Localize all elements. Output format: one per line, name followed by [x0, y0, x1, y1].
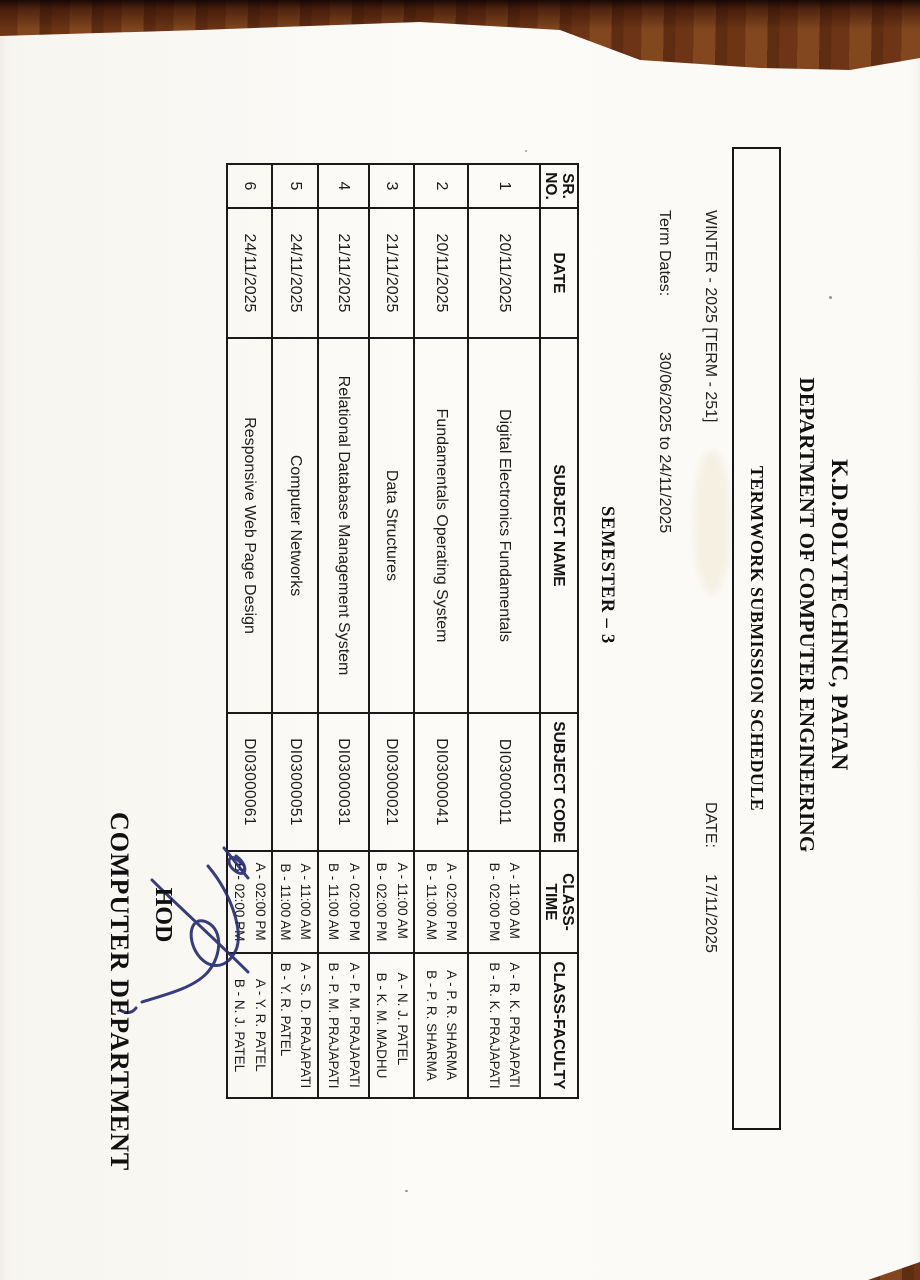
footer-department-label: COMPUTER DEPARTMENT: [105, 812, 134, 1172]
table-header-row: [540, 164, 578, 1098]
date-label: DATE:: [702, 802, 719, 848]
header-sr-no: SR.NO.: [540, 164, 578, 208]
code-cell: DI03000031: [318, 713, 369, 851]
institute-title: K.D.POLYTECHNIC, PATAN: [827, 459, 852, 771]
paper-smudge: [694, 450, 730, 595]
time-cell: A - 02:00 PM B - 11:00 AM: [318, 851, 369, 953]
date-cell: 20/11/2025: [414, 208, 468, 338]
paper-speck: [405, 1190, 408, 1192]
faculty-cell: A - Y. R. PATEL B - N. J. PATEL: [227, 953, 272, 1098]
time-cell: A - 11:00 AM B - 02:00 PM: [468, 851, 540, 953]
subject-cell: Computer Networks: [272, 338, 318, 713]
term-dates-label: Term Dates:: [656, 210, 673, 297]
sr-cell: 3: [369, 164, 414, 208]
department-title: DEPARTMENT OF COMPUTER ENGINEERING: [795, 377, 819, 853]
header-subject-code: SUBJECT CODE: [540, 713, 578, 851]
time-cell: A - 02:00 PM B - 02:00 PM: [227, 851, 272, 953]
header-subject-name: SUBJECT NAME: [540, 338, 578, 713]
hod-signature: [120, 822, 270, 1032]
date-cell: 21/11/2025: [318, 208, 369, 338]
date-value: 17/11/2025: [702, 874, 719, 953]
sr-cell: 6: [227, 164, 272, 208]
schedule-table: [226, 163, 579, 1099]
hod-label: HOD: [150, 887, 176, 943]
sr-cell: 5: [272, 164, 318, 208]
subject-cell: Data Structures: [369, 338, 414, 713]
faculty-cell: A - R. K. PRAJAPATI B - R. K. PRAJAPATI: [468, 953, 540, 1098]
subject-cell: Fundamentals Operating System: [414, 338, 468, 713]
semester-title: SEMESTER – 3: [597, 505, 617, 645]
date-cell: 21/11/2025: [369, 208, 414, 338]
schedule-title-box: [732, 147, 781, 1130]
date-cell: 20/11/2025: [468, 208, 540, 338]
faculty-cell: A - N. J. PATEL B - K. M. MADHU: [369, 953, 414, 1098]
code-cell: DI03000041: [414, 713, 468, 851]
code-cell: DI03000051: [272, 713, 318, 851]
sr-cell: 1: [468, 164, 540, 208]
table-row: [414, 164, 468, 1098]
paper-speck: [525, 150, 527, 152]
table-row: [468, 164, 540, 1098]
sr-cell: 2: [414, 164, 468, 208]
term-dates-value: 30/06/2025 to 24/11/2025: [656, 352, 673, 534]
table-row: [369, 164, 414, 1098]
faculty-cell: A - S. D. PRAJAPATI B - Y. R. PATEL: [272, 953, 318, 1098]
subject-cell: Responsive Web Page Design: [227, 338, 272, 713]
term-label: WINTER - 2025 [TERM - 251]: [702, 210, 719, 423]
header-class-time: CLASS-TIME: [540, 851, 578, 953]
date-cell: 24/11/2025: [272, 208, 318, 338]
time-cell: A - 11:00 AM B - 11:00 AM: [272, 851, 318, 953]
sr-cell: 4: [318, 164, 369, 208]
code-cell: DI03000061: [227, 713, 272, 851]
time-cell: A - 11:00 AM B - 02:00 PM: [369, 851, 414, 953]
subject-cell: Relational Database Management System: [318, 338, 369, 713]
header-class-faculty: CLASS-FACULTY: [540, 953, 578, 1098]
table-row: [318, 164, 369, 1098]
code-cell: DI03000021: [369, 713, 414, 851]
code-cell: DI03000011: [468, 713, 540, 851]
table-row: [272, 164, 318, 1098]
schedule-title: TERMWORK SUBMISSION SCHEDULE: [747, 465, 767, 812]
faculty-cell: A - P. M. PRAJAPATI B - P. M. PRAJAPATI: [318, 953, 369, 1098]
subject-cell: Digital Electronics Fundamentals: [468, 338, 540, 713]
time-cell: A - 02:00 PM B - 11:00 AM: [414, 851, 468, 953]
faculty-cell: A - P. R. SHARMA B - P. R. SHARMA: [414, 953, 468, 1098]
header-date: DATE: [540, 208, 578, 338]
date-cell: 24/11/2025: [227, 208, 272, 338]
